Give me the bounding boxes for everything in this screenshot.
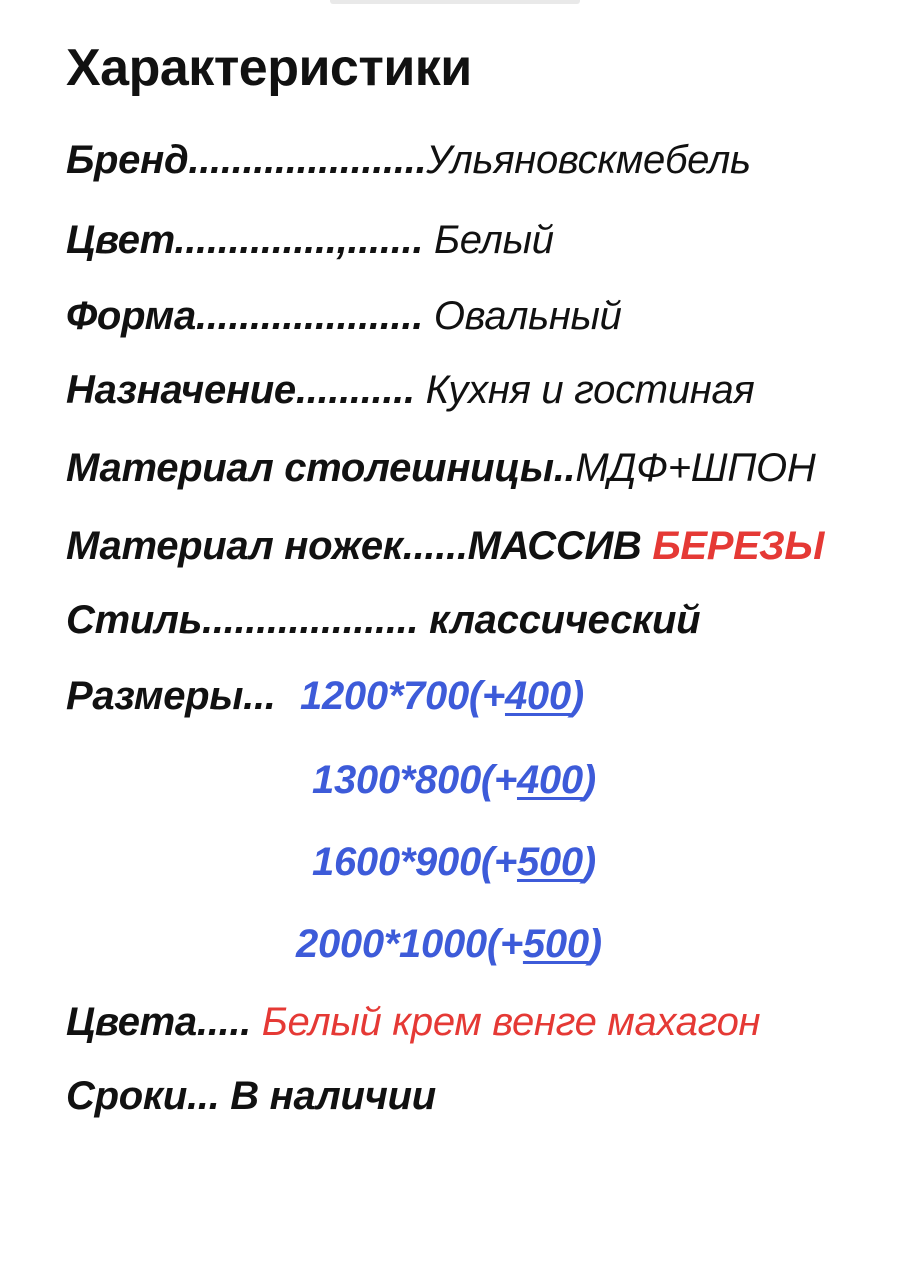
size-extension: 500 [522, 922, 589, 966]
spec-label: Стиль [66, 598, 203, 642]
top-handle-bar [330, 0, 580, 4]
size-base: 2000*1000(+ [296, 922, 523, 966]
spec-row-leg-material [66, 526, 824, 566]
spec-label: Форма [66, 294, 196, 338]
size-option [296, 924, 602, 964]
spec-value: Белый [433, 218, 554, 262]
spec-label: Бренд [66, 138, 189, 182]
spec-value-highlight: БЕРЕЗЫ [652, 524, 825, 568]
spec-label: Сроки [66, 1074, 187, 1118]
spec-row-shape [66, 296, 622, 336]
size-option [300, 676, 584, 716]
spec-row-color [66, 220, 554, 260]
size-base: 1600*900(+ [312, 840, 517, 884]
spec-dots: .. [553, 446, 576, 490]
spec-row-terms [66, 1076, 436, 1116]
size-option [312, 760, 596, 800]
size-close: ) [588, 922, 602, 966]
spec-dots: ... [243, 674, 276, 718]
spec-value: В наличии [230, 1074, 436, 1118]
spec-label: Назначение [66, 368, 296, 412]
spec-value: Белый крем венге махагон [261, 1000, 761, 1044]
spec-label: Цвет [66, 218, 175, 262]
spec-dots: ...................... [188, 138, 427, 182]
spec-value: МАССИВ [467, 524, 653, 568]
size-extension: 400 [516, 758, 583, 802]
spec-dots: .................... [202, 598, 430, 642]
spec-row-colors [66, 1002, 760, 1042]
spec-label: Материал столешницы [66, 446, 554, 490]
spec-dots: ...............,....... [174, 218, 434, 262]
size-extension: 400 [504, 674, 571, 718]
spec-label: Цвета [66, 1000, 197, 1044]
spec-row-sizes [66, 676, 276, 716]
spec-dots: ...... [402, 524, 468, 568]
spec-value: Ульяновскмебель [426, 138, 751, 182]
spec-value: Овальный [433, 294, 622, 338]
size-option [312, 842, 596, 882]
spec-label: Материал ножек [66, 524, 403, 568]
size-close: ) [582, 840, 596, 884]
spec-dots: ........... [295, 368, 426, 412]
spec-value: классический [429, 598, 701, 642]
spec-row-top-material [66, 448, 815, 488]
spec-value: Кухня и гостиная [425, 368, 755, 412]
size-close: ) [582, 758, 596, 802]
size-base: 1300*800(+ [312, 758, 517, 802]
spec-dots: ..................... [195, 294, 434, 338]
spec-dots: ..... [196, 1000, 262, 1044]
size-extension: 500 [516, 840, 583, 884]
size-base: 1200*700(+ [300, 674, 505, 718]
size-close: ) [570, 674, 584, 718]
page-title: Характеристики [66, 39, 472, 97]
spec-label: Размеры [66, 674, 244, 718]
spec-row-brand [66, 140, 751, 180]
spec-row-style [66, 600, 700, 640]
spec-value: МДФ+ШПОН [575, 446, 816, 490]
spec-dots: ... [186, 1074, 231, 1118]
spec-row-purpose [66, 370, 755, 410]
